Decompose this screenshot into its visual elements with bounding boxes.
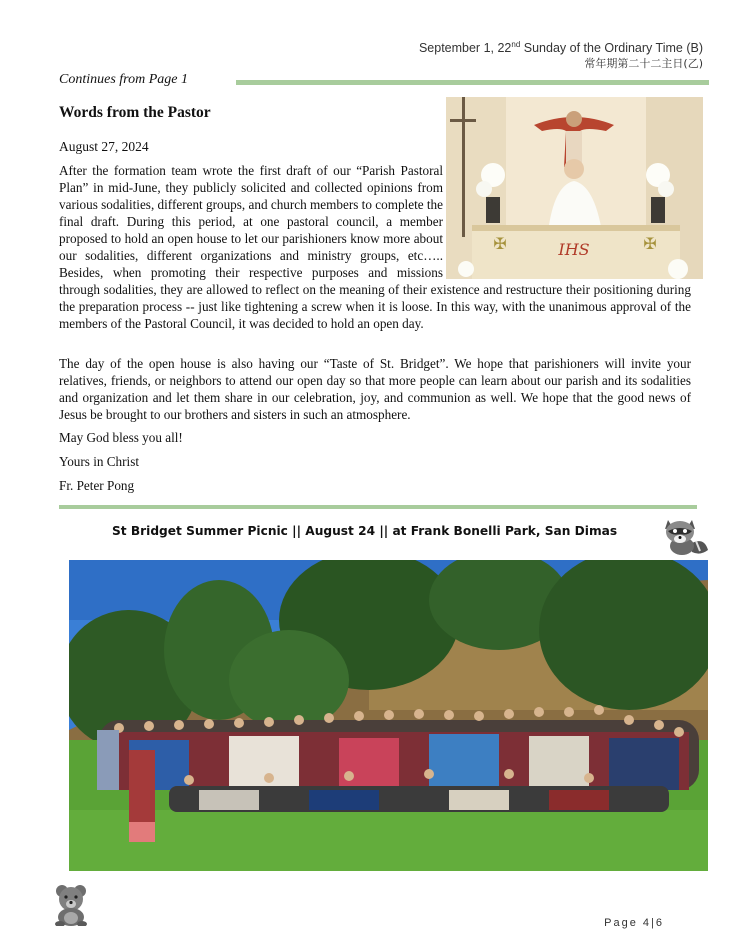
article-paragraph-1-text: After the formation team wrote the first draft of our “Parish Pastoral Plan” in mid-June, they publicly solicited and collected opinions from various sodalities, different groups, and church members to complete the final draft. During this period, at one pastoral council, a member proposed to hold an open house to let our parishioners know more about our sodalities, different organizations and ministry groups, etc….. Besides, when promoting their respective purposes and missions through sodalities, they are allowed to reflect on the meaning of their existence and restructure their positioning during the preparation process -- just like tightening a screw when it is loose. In this way, with the unanimous approval of the members of the Pastoral Council, it was decided to hold an open day. bbox=[59, 163, 691, 331]
article-paragraph-1 bbox=[59, 162, 691, 332]
mid-divider bbox=[59, 505, 697, 509]
continues-label: Continues from Page 1 bbox=[59, 72, 188, 87]
article-paragraph-2: The day of the open house is also having our “Taste of St. Bridget”. We hope that parishioners will invite your relatives, friends, or neighbors to attend our open day so that more people can learn about our parish and its sodalities and organization and let them share in our celebration, joy, and communion as well. We hope that the good news of Jesus be brought to our brothers and sisters in such an atmosphere. bbox=[59, 356, 691, 422]
top-divider bbox=[236, 80, 709, 85]
article-blessing: May God bless you all! bbox=[59, 430, 183, 445]
article-date: August 27, 2024 bbox=[59, 139, 149, 154]
header-chinese-date: 常年期第二十二主日(乙) bbox=[584, 57, 703, 70]
article-closing: Yours in Christ bbox=[59, 454, 140, 469]
article-signature: Fr. Peter Pong bbox=[59, 478, 135, 493]
header-date: September 1, 22nd Sunday of the Ordinary Time (B) bbox=[418, 40, 703, 56]
page-number: Page 4|6 bbox=[604, 917, 664, 929]
photo-text-wrap-spacer bbox=[443, 162, 691, 277]
svg-text:✠: ✠ bbox=[643, 234, 657, 253]
altar-ihs-text: IHS bbox=[558, 240, 590, 259]
svg-text:✠: ✠ bbox=[493, 234, 507, 253]
raccoon-icon bbox=[660, 514, 710, 558]
picnic-caption: St Bridget Summer Picnic || August 24 || at Frank Bonelli Park, San Dimas bbox=[112, 524, 618, 538]
bear-icon bbox=[52, 884, 92, 926]
picnic-group-photo bbox=[69, 560, 708, 871]
article-title: Words from the Pastor bbox=[59, 104, 211, 121]
